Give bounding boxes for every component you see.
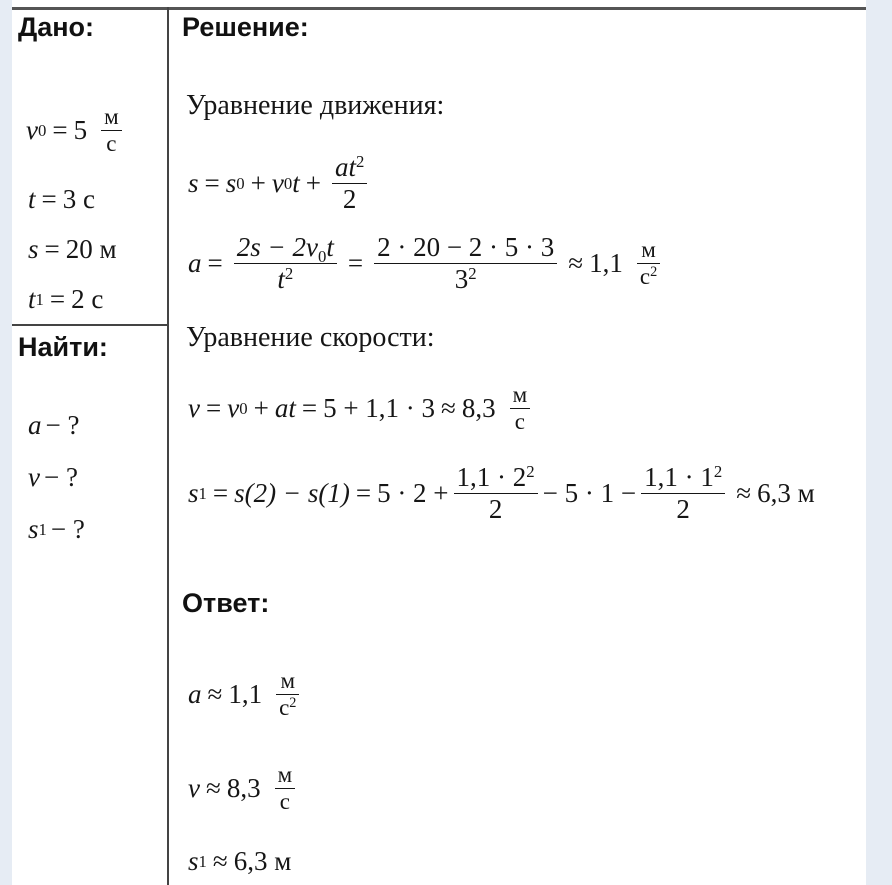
- speed-v0: v: [227, 393, 240, 424]
- dist-eq2: =: [355, 478, 372, 509]
- accel-fraction-2: [374, 232, 557, 295]
- accel-f2-den-base: 3: [454, 264, 469, 295]
- answer-s1-approx: ≈: [212, 846, 228, 876]
- speed-value: 8,3: [461, 393, 496, 424]
- answer-a-value: 1,1: [228, 679, 263, 710]
- v0-eq: =: [52, 115, 68, 146]
- answer-a-approx: ≈: [207, 679, 223, 710]
- given-v0: v 0 = 5 $\frac{м}{с}$: [26, 104, 127, 158]
- dist-f1-num-base: 1,1 · 2: [456, 462, 527, 492]
- accel-eq1: =: [207, 248, 223, 279]
- accel-f1-num-sub: 0: [317, 246, 327, 266]
- answer-v-approx: ≈: [205, 773, 221, 804]
- accel-f1-num-b: t: [326, 232, 334, 262]
- t1-symbol: t: [28, 284, 36, 314]
- find-v-symbol: v: [28, 462, 40, 492]
- answer-v-value: 8,3: [226, 773, 261, 804]
- dist-f1-den: 2: [488, 494, 503, 525]
- motion-eq-sign: =: [204, 168, 220, 199]
- answer-a-unit-den-base: с: [279, 695, 290, 721]
- speed-unit-num: м: [512, 382, 528, 407]
- dist-f2-num-base: 1,1 · 1: [644, 462, 714, 492]
- s-symbol: s: [28, 234, 39, 264]
- speed-unit-den: с: [514, 409, 525, 435]
- answer-v-unit-den: с: [279, 789, 290, 815]
- dist-expr1: s(2) − s(1): [234, 478, 350, 509]
- find-s1: s 1 − ?: [28, 514, 85, 544]
- answer-v-symbol: v: [188, 773, 200, 804]
- accel-fraction-1: [234, 232, 337, 295]
- dist-lhs: s: [188, 478, 199, 509]
- answer-s1: s 1 ≈ 6,3 м: [188, 846, 292, 876]
- s-eq: =: [44, 234, 60, 264]
- dist-approx: ≈: [736, 478, 752, 509]
- answer-v: [188, 762, 300, 816]
- given-t: [28, 184, 95, 215]
- t-symbol: t: [28, 184, 36, 214]
- speed-approx: ≈: [441, 393, 456, 424]
- motion-plus2: +: [305, 168, 321, 199]
- dist-fraction-1: [454, 462, 538, 525]
- motion-plus1: +: [250, 168, 266, 199]
- t1-eq: =: [49, 284, 66, 314]
- v0-unit: [101, 104, 122, 158]
- acceleration-equation: [188, 232, 665, 295]
- answer-a-unit-den-sup: 2: [289, 695, 297, 712]
- speed-lhs: v: [188, 393, 200, 424]
- answer-v-unit: [275, 762, 296, 816]
- answer-s1-value: 6,3 м: [233, 846, 292, 876]
- given-find-divider: [12, 324, 167, 326]
- dist-eq1: =: [212, 478, 229, 509]
- v0-symbol: v: [26, 115, 38, 146]
- accel-f1-den-sup: 2: [284, 263, 294, 283]
- speed-eq1: =: [205, 393, 222, 424]
- speed-expr: 5 + 1,1 · 3: [323, 393, 436, 424]
- distance-equation: s 1 = s(2) − s(1) = 5 · 2 + $\frac{1,1 \cdot 2^2}{2}$ − 5 · 1 − $\frac{1,1 \cdot 1^2}{2}$ ≈ 6,3 м: [188, 461, 815, 525]
- accel-unit-den-sup: 2: [650, 264, 658, 281]
- find-a-symbol: a: [28, 410, 42, 440]
- motion-fraction: [332, 152, 367, 215]
- dist-value: 6,3 м: [757, 478, 815, 509]
- speed-unit: [510, 382, 531, 436]
- motion-equation: s = s 0 + v 0 t + $\frac{at^2}{2}$: [188, 152, 372, 215]
- dist-f2-num-sup: 2: [713, 461, 723, 481]
- motion-v0: v: [271, 168, 284, 199]
- motion-frac-num-sup: 2: [356, 151, 365, 171]
- find-a: [28, 410, 79, 441]
- motion-lhs: s: [188, 168, 199, 199]
- column-divider: [167, 7, 169, 885]
- solution-heading: Решение:: [182, 12, 309, 42]
- dist-f1-num: [454, 462, 538, 493]
- accel-value: 1,1: [589, 248, 623, 279]
- find-s1-symbol: s: [28, 514, 39, 544]
- find-s1-suffix: − ?: [50, 514, 85, 544]
- answer-a-unit: [276, 668, 299, 722]
- dist-f2-den: 2: [676, 494, 690, 525]
- accel-unit: [637, 237, 660, 291]
- dist-f2-num: [641, 462, 725, 493]
- speed-eq2: =: [301, 393, 318, 424]
- find-heading: Найти:: [18, 332, 108, 362]
- find-a-suffix: − ?: [45, 410, 80, 440]
- accel-unit-den-base: с: [639, 264, 651, 290]
- v0-unit-den: с: [106, 131, 117, 157]
- answer-a-unit-den: [276, 695, 299, 721]
- accel-unit-den: [637, 264, 660, 290]
- answer-v-unit-num: м: [277, 762, 293, 787]
- given-heading: Дано:: [18, 12, 95, 42]
- dist-term2: − 5 · 1 −: [542, 478, 637, 509]
- accel-approx: ≈: [568, 248, 584, 279]
- answer-a-symbol: a: [188, 679, 202, 710]
- speed-plus: +: [253, 393, 269, 424]
- dist-f1-num-sup: 2: [526, 461, 535, 481]
- accel-f2-den: [452, 264, 480, 295]
- v0-value: 5: [73, 115, 88, 146]
- s-value: 20 м: [65, 234, 117, 264]
- accel-f1-den-t: t: [277, 264, 285, 295]
- motion-frac-num: [332, 152, 367, 183]
- dist-fraction-2: [641, 462, 725, 525]
- motion-frac-den: 2: [342, 184, 357, 215]
- t-eq: =: [41, 184, 57, 214]
- top-border: [12, 7, 866, 10]
- v0-unit-num: м: [104, 104, 119, 129]
- answer-s1-symbol: s: [188, 846, 199, 876]
- motion-s0: s: [225, 168, 237, 199]
- answer-a-unit-num: м: [280, 668, 296, 693]
- accel-unit-num: м: [641, 236, 656, 262]
- speed-at: at: [274, 393, 296, 424]
- accel-lhs: a: [188, 248, 202, 279]
- motion-t: t: [292, 168, 300, 199]
- t-value: 3 с: [62, 184, 95, 214]
- t1-value: 2 с: [71, 284, 104, 314]
- answer-heading: Ответ:: [182, 588, 270, 618]
- find-v: [28, 462, 78, 493]
- dist-term1: 5 · 2 +: [377, 478, 449, 509]
- accel-f1-num: [234, 232, 337, 266]
- accel-eq2: =: [347, 248, 364, 279]
- motion-label: Уравнение движения:: [186, 90, 445, 121]
- solution-sheet: [12, 0, 866, 885]
- given-s: [28, 234, 117, 265]
- accel-f1-den: [274, 264, 296, 295]
- speed-label: Уравнение скорости:: [186, 322, 435, 353]
- accel-f2-den-sup: 2: [468, 263, 477, 283]
- given-t1: t 1 = 2 с: [28, 284, 104, 314]
- answer-a: [188, 668, 304, 722]
- motion-frac-num-at: at: [334, 152, 356, 182]
- speed-equation: v = v 0 + at = 5 + 1,1 · 3 ≈ 8,3 $\frac{м}{с}$: [188, 382, 535, 436]
- accel-f2-num: 2 · 20 − 2 · 5 · 3: [377, 232, 555, 262]
- accel-f1-num-a: 2s − 2v: [236, 232, 318, 262]
- find-v-suffix: − ?: [43, 462, 78, 492]
